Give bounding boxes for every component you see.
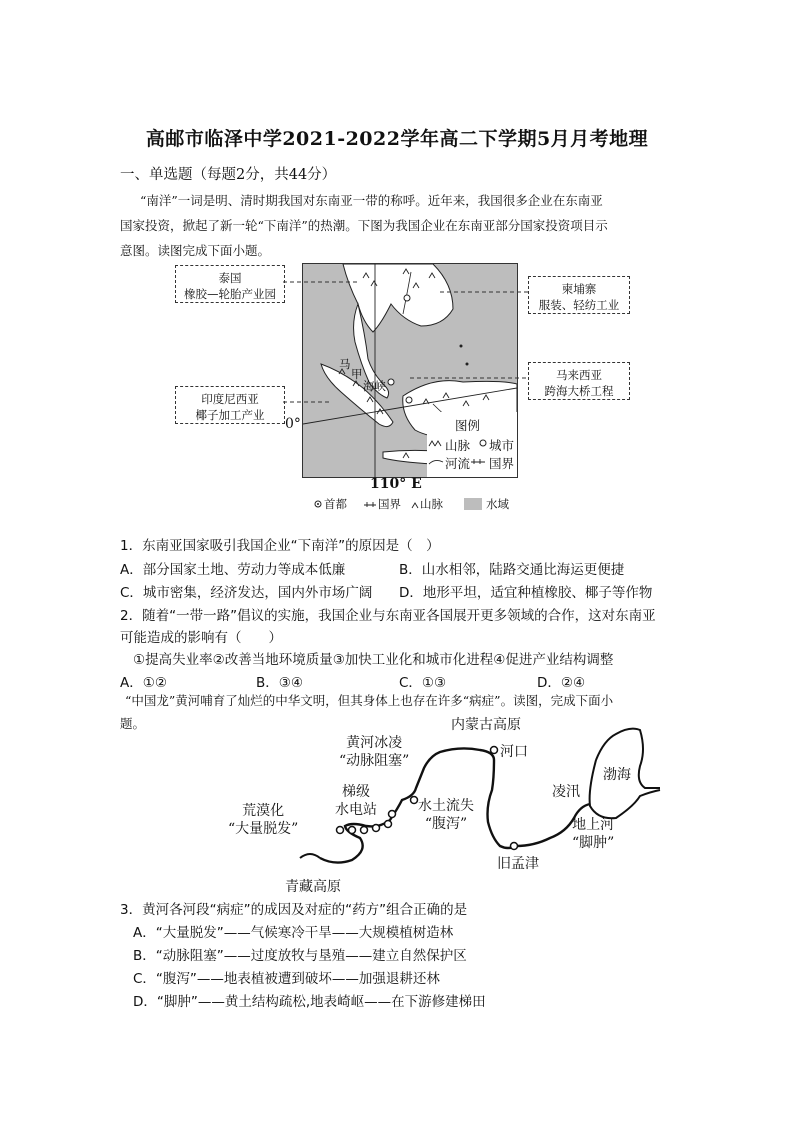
- strait-label: 甲: [351, 367, 363, 381]
- legend-title: 图例: [455, 418, 481, 433]
- legend-water: 水域: [486, 497, 509, 511]
- q2-option-d[interactable]: D．②④: [537, 675, 586, 691]
- bohai-label: 渤海: [603, 767, 631, 783]
- q1-option-a[interactable]: A．部分国家土地、劳动力等成本低廉: [120, 562, 346, 578]
- intro-line: “南洋”一词是明、清时期我国对东南亚一带的称呼。近年来，我国很多企业在东南亚: [140, 193, 603, 208]
- callout-country: 泰国: [218, 271, 242, 285]
- q3-option-d[interactable]: D．“脚肿”——黄土结构疏松,地表崎岖——在下游修建梯田: [133, 994, 486, 1010]
- callout-country: 印度尼西亚: [201, 392, 259, 406]
- callout-industry: 橡胶—轮胎产业园: [184, 287, 276, 301]
- intro-line: 国家投资，掀起了新一轮“下南洋”的热潮。下图为我国企业在东南亚部分国家投资项目示: [120, 218, 608, 233]
- page-title: 高邮市临泽中学2021-2022学年高二下学期5月月考地理: [145, 128, 649, 150]
- question-3-stem: 3．黄河各河段“病症”的成因及对症的“药方”组合正确的是: [120, 902, 468, 918]
- latitude-label: 0°: [285, 416, 301, 432]
- q1-option-d[interactable]: D．地形平坦，适宜种植橡胶、椰子等作物: [399, 585, 653, 601]
- q2-option-a[interactable]: A．①②: [120, 675, 167, 691]
- label-line: “脚肿”: [572, 835, 615, 851]
- intro-line: 意图。读图完成下面小题。: [120, 243, 271, 258]
- legend-border: 国界: [378, 497, 401, 511]
- label-line: 水土流失: [418, 798, 474, 814]
- strait-label: 马: [339, 357, 351, 371]
- q1-option-c[interactable]: C．城市密集，经济发达，国内外市场广阔: [120, 585, 373, 601]
- question-2-stem: 2．随着“一带一路”倡议的实施，我国企业与东南亚各国展开更多领域的合作，这对东南亚: [120, 608, 656, 624]
- desertification-label: [228, 802, 298, 838]
- lingxun-label: 凌汛: [552, 784, 580, 800]
- jiumengjin-label: 旧孟津: [497, 856, 539, 872]
- section-heading: 一、单选题（每题2分，共44分）: [120, 167, 337, 183]
- label-line: 黄河冰凌: [346, 735, 403, 751]
- callout-country: 柬埔寨: [561, 282, 597, 296]
- qingzang-label: 青藏高原: [285, 879, 341, 895]
- cascade-label: [335, 783, 377, 819]
- callout-industry: 跨海大桥工程: [544, 384, 614, 398]
- river-tail: [300, 854, 320, 858]
- callout-country: 马来西亚: [556, 368, 602, 382]
- label-line: 地上河: [572, 817, 615, 833]
- legend-border: 国界: [489, 456, 515, 471]
- q3-option-c[interactable]: C．“腹泻”——地表植被遭到破坏——加强退耕还林: [133, 971, 440, 987]
- q2-option-c[interactable]: C．①③: [399, 675, 447, 691]
- label-line: “大量脱发”: [228, 821, 299, 837]
- label-line: 荒漠化: [242, 803, 285, 819]
- legend-capital: 首都: [324, 497, 347, 511]
- legend-mountain: 山脉: [420, 497, 443, 511]
- label-line: “动脉阻塞”: [339, 753, 410, 769]
- erosion-label: [418, 797, 474, 833]
- question-1-stem: 1．东南亚国家吸引我国企业“下南洋”的原因是（ ）: [120, 538, 440, 554]
- inner-mongolia-label: 内蒙古高原: [451, 717, 521, 733]
- label-line: “腹泻”: [424, 816, 468, 832]
- strait-label: 海峡: [363, 379, 386, 393]
- ice-jam-label: [339, 734, 409, 770]
- intro-line: 题。: [120, 716, 146, 731]
- hekou-label: 河口: [500, 744, 528, 760]
- legend-river: 河流: [445, 456, 471, 471]
- callout-industry: 椰子加工产业: [195, 408, 265, 422]
- q3-option-b[interactable]: B．“动脉阻塞”——过度放牧与垦殖——建立自然保护区: [133, 948, 467, 964]
- label-line: 水电站: [335, 802, 377, 818]
- legend-mountain: 山脉: [445, 438, 471, 453]
- q3-option-a[interactable]: A．“大量脱发”——气候寒冷干旱——大规模植树造林: [133, 925, 454, 941]
- intro-line: “中国龙”黄河哺育了灿烂的中华文明，但其身体上也存在许多“病症”。读图，完成下面小: [125, 693, 614, 708]
- q2-option-b[interactable]: B．③④: [256, 675, 303, 691]
- question-2-stem: 可能造成的影响有（ ）: [120, 630, 282, 646]
- legend-city: 城市: [489, 438, 515, 453]
- question-2-items: ①提高失业率②改善当地环境质量③加快工业化和城市化进程④促进产业结构调整: [133, 652, 614, 668]
- callout-industry: 服装、轻纺工业: [538, 298, 620, 312]
- longitude-label: 110° E: [370, 476, 422, 492]
- q1-option-b[interactable]: B．山水相邻，陆路交通比海运更便捷: [399, 562, 625, 578]
- label-line: 梯级: [342, 784, 370, 800]
- suspended-river-label: [572, 816, 614, 852]
